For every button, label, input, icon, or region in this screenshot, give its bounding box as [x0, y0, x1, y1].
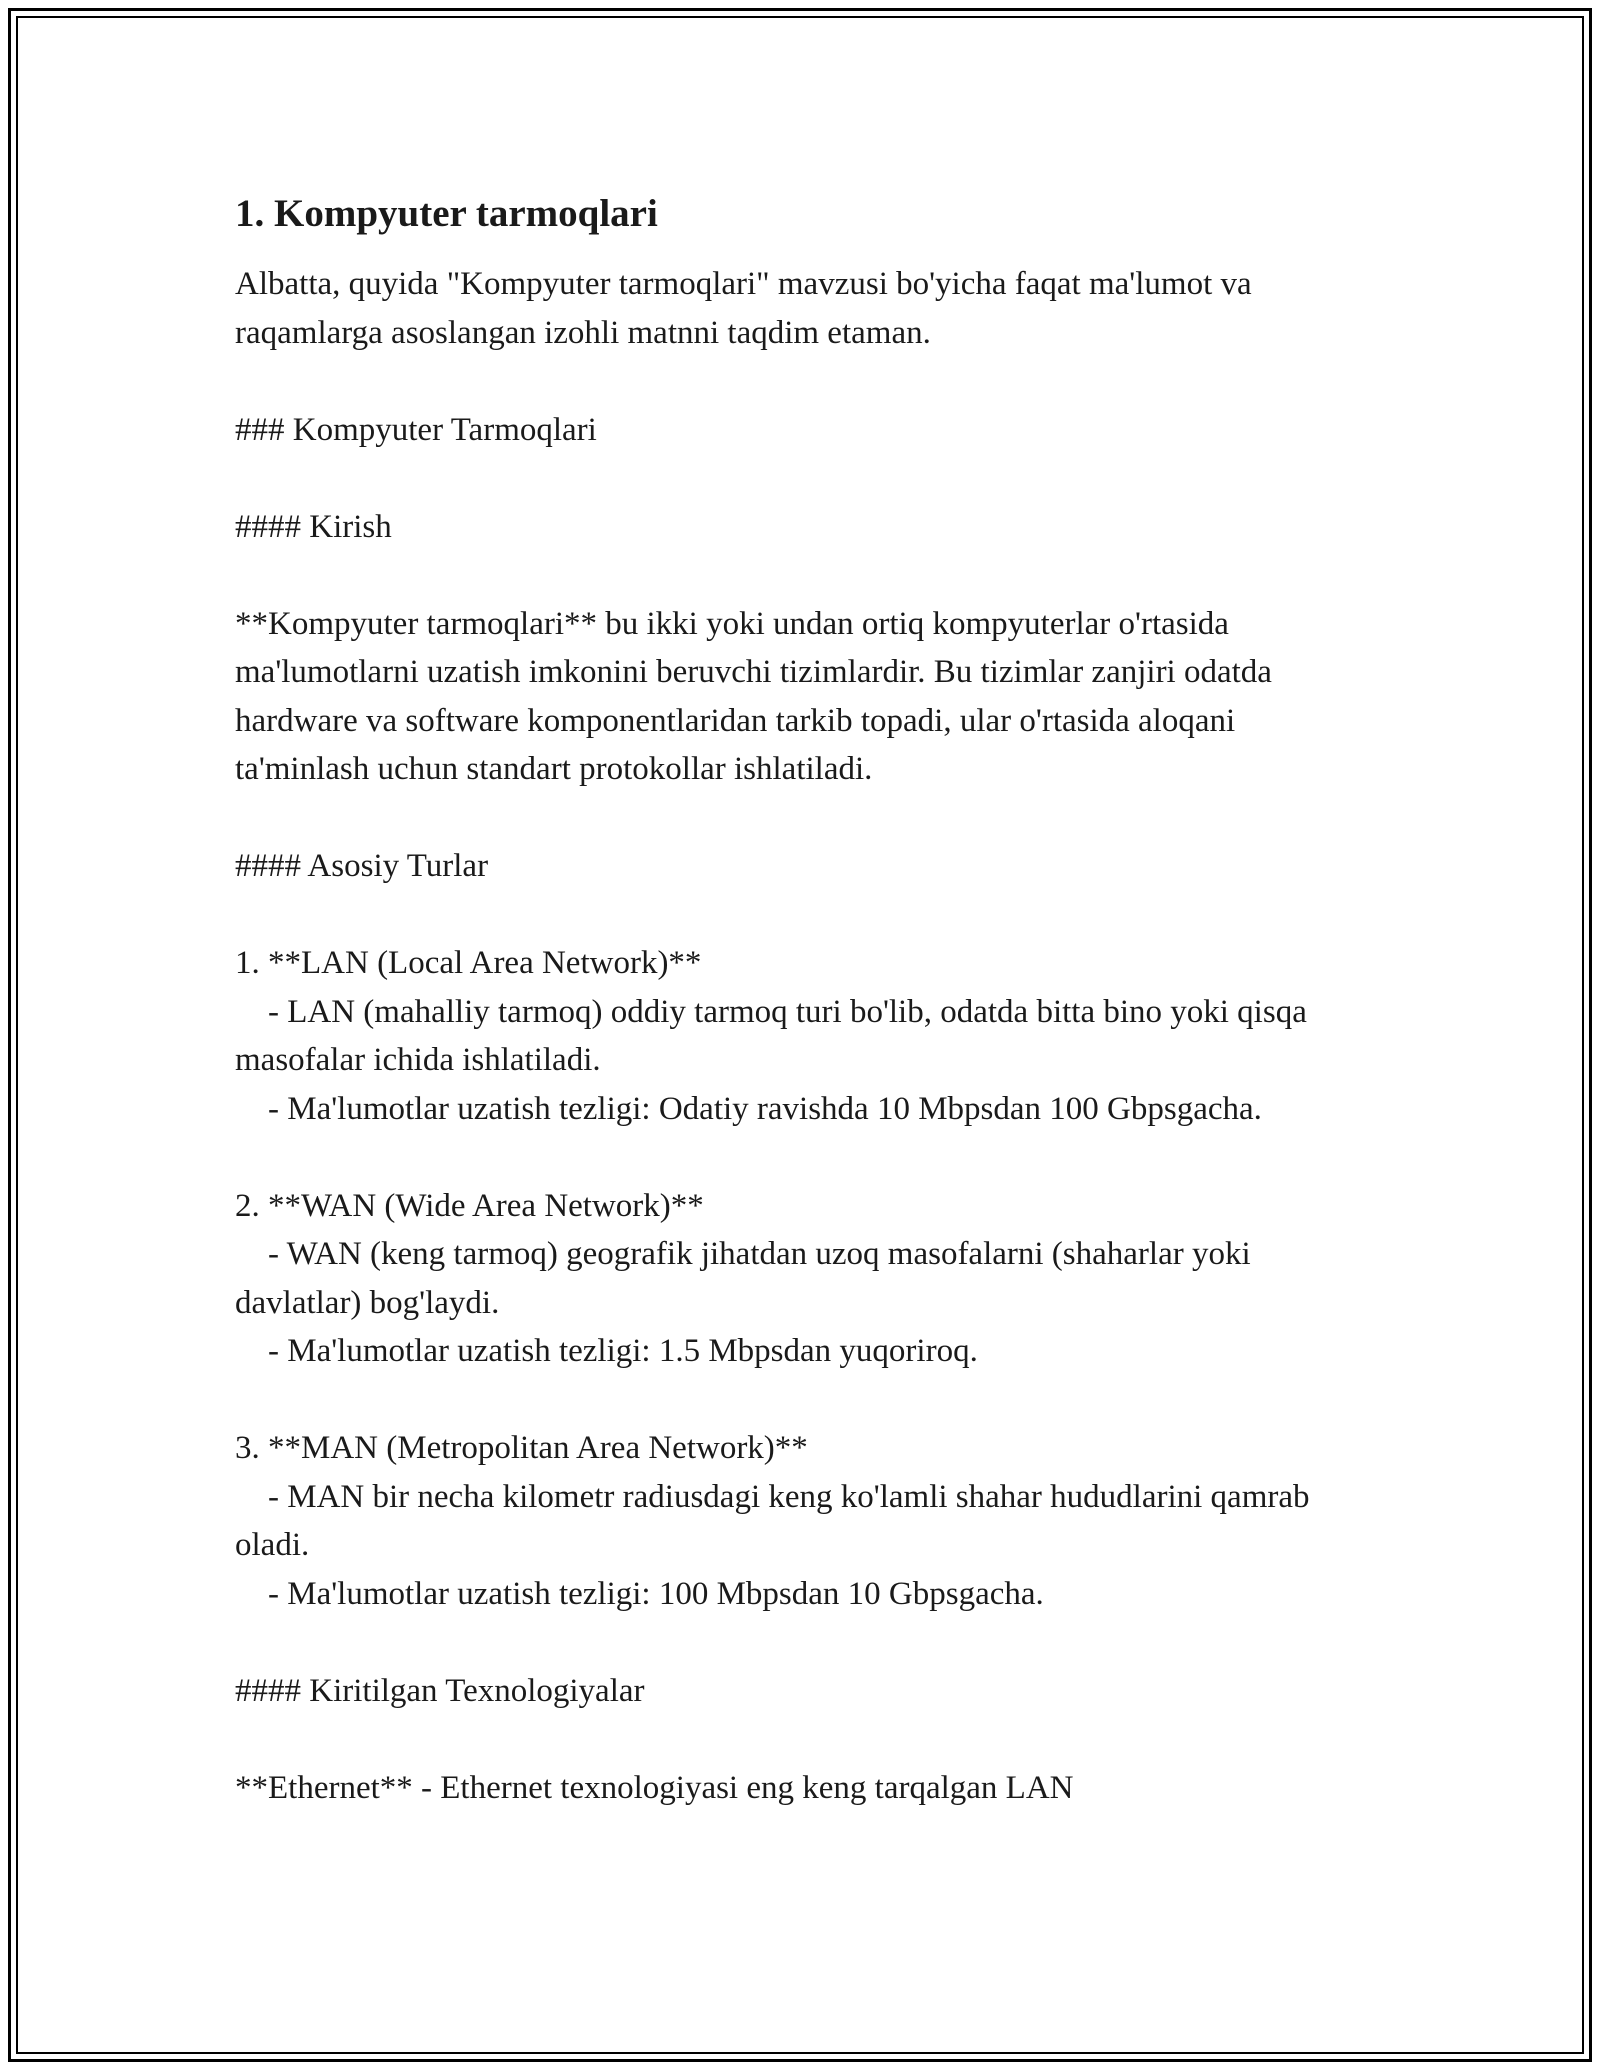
- type-label: 2. **WAN (Wide Area Network)**: [235, 1187, 704, 1224]
- heading-main: ### Kompyuter Tarmoqlari: [235, 411, 597, 448]
- ethernet-paragraph: **Ethernet** - Ethernet texnologiyasi eng keng tarqalgan LAN: [235, 1769, 1074, 1806]
- type-description: - MAN bir necha kilometr radiusdagi keng ko'lamli shahar hududlarini qamrab oladi.: [235, 1478, 1318, 1563]
- type-description: - LAN (mahalliy tarmoq) oddiy tarmoq turi bo'lib, odatda bitta bino yoki qisqa masofalar ichida ishlatiladi.: [235, 993, 1316, 1078]
- type-description: - WAN (keng tarmoq) geografik jihatdan uzoq masofalarni (shaharlar yoki davlatlar) bog'laydi.: [235, 1236, 1259, 1321]
- intro-paragraph: Albatta, quyida "Kompyuter tarmoqlari" mavzusi bo'yicha faqat ma'lumot va raqamlarga asoslangan izohli matnni taqdim etaman.: [235, 266, 1260, 351]
- document-body: [235, 188, 1375, 1812]
- heading-types: #### Asosiy Turlar: [235, 848, 489, 884]
- definition-paragraph: **Kompyuter tarmoqlari** bu ikki yoki undan ortiq kompyuterlar o'rtasida ma'lumotlarni uzatish imkonini beruvchi tizimlardir. Bu tizimlar zanjiri odatda hardware va software komponentlaridan tarkib topadi, ular o'rtasida aloqani ta'minlash uchun standart protokollar ishlatiladi.: [235, 605, 1281, 787]
- type-item-lan: [235, 939, 1375, 1133]
- document-title: 1. Kompyuter tarmoqlari: [235, 192, 658, 235]
- type-speed: - Ma'lumotlar uzatish tezligi: Odatiy ravishda 10 Mbpsdan 100 Gbpsgacha.: [235, 1090, 1262, 1127]
- type-item-man: [235, 1424, 1375, 1618]
- type-item-wan: [235, 1182, 1375, 1376]
- type-speed: - Ma'lumotlar uzatish tezligi: 1.5 Mbpsdan yuqoriroq.: [235, 1333, 978, 1369]
- type-label: 1. **LAN (Local Area Network)**: [235, 945, 702, 981]
- type-speed: - Ma'lumotlar uzatish tezligi: 100 Mbpsdan 10 Gbpsgacha.: [235, 1575, 1044, 1612]
- heading-intro: #### Kirish: [235, 508, 392, 545]
- heading-technologies: #### Kiritilgan Texnologiyalar: [235, 1672, 645, 1709]
- type-label: 3. **MAN (Metropolitan Area Network)**: [235, 1430, 808, 1466]
